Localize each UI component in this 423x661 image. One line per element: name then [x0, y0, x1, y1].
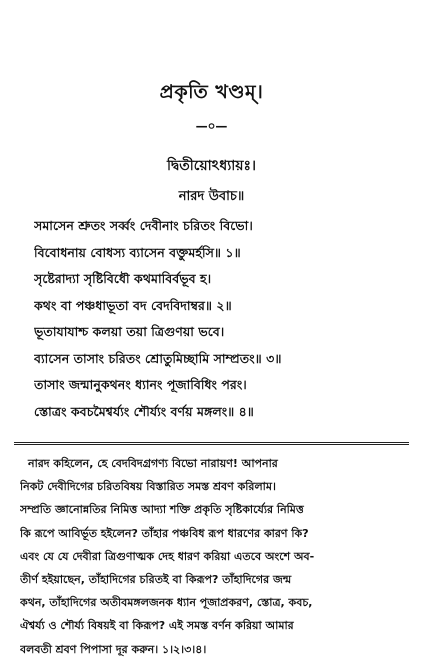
translation-line: তীর্ণ হইয়াছেন, তাঁহাদিগের চরিতই বা কিরূপ? তাঁহাদিগের জন্ম: [20, 572, 292, 586]
divider-rule: [14, 442, 409, 443]
bengali-translation: [20, 452, 412, 661]
divider-rule: [14, 444, 409, 445]
verse-line: তাসাং জন্মানুকথনং ধ্যানং পূজাবিধিং পরং।: [34, 377, 247, 392]
translation-line: ঐশ্বর্য্য ও শৌর্য্য বিষয়ই বা কিরূপ? এই সমস্ত বর্ণন করিয়া আমার: [20, 619, 294, 633]
translation-line: কি রূপে আবির্ভূত হইলেন? তাঁহার পঞ্চবিধ রূপ ধারণের কারণ কি?: [20, 526, 309, 540]
verse-line: স্তোত্রং কবচমৈশ্বর্য্যং শৌর্য্যং বর্ণয় মঙ্গলং॥ ৪॥: [34, 403, 254, 419]
translation-line: এবং যে যে দেবীরা ত্রিগুণাত্মক দেহ ধারণ করিয়া এতবে অংশে অব-: [20, 549, 315, 563]
verse-line: সৃষ্টেরাদ্যা সৃষ্টিবিধৌ কথমাবির্বভূব হ।: [34, 271, 212, 286]
sanskrit-verses: [34, 213, 404, 425]
title-separator: —০—: [195, 119, 228, 133]
translation-line: সম্প্রতি জ্ঞানোন্নতির নিমিত্ত আদ্যা শক্তি প্রকৃতি সৃষ্টিকার্য্যের নিমিত্ত: [20, 503, 304, 517]
verse-line: ব্যাসেন তাসাং চরিতং শ্রোতুমিচ্ছামি সাম্প্রতং॥ ৩॥: [34, 350, 282, 366]
chapter-heading: দ্বিতীয়োঽধ্যায়ঃ।: [166, 158, 257, 174]
verse-line: ভূতাযাযাশ্চ কলয়া তয়া ত্রিগুণয়া ভবে।: [34, 324, 225, 339]
verse-line: কথং বা পঞ্চধাভূতা বদ বেদবিদাম্বর॥ ২॥: [34, 297, 232, 313]
translation-line: নারদ কহিলেন, হে বেদবিদগ্রগণ্য বিভো নারায়ণ! আপনার: [28, 457, 278, 470]
translation-line: কথন, তাঁহাদিগের অতীবমঙ্গলজনক ধ্যান পূজাপ্রকরণ, স্তোত্র, কবচ,: [20, 596, 313, 610]
verse-line: সমাসেন শ্রুতং সর্ব্বং দেবীনাং চরিতং বিভো।: [34, 218, 253, 233]
verse-line: বিবোধনায় বোধস্য ব্যাসেন বক্তুমর্হসি॥ ১॥: [34, 244, 241, 260]
translation-line: নিকট দেবীদিগের চরিতবিষয় বিস্তারিত সমস্ত শ্রবণ করিলাম।: [20, 480, 276, 494]
translation-line: বলবতী শ্রবণ পিপাসা দূর করুন। ১।২।৩।৪।: [20, 642, 207, 656]
section-title: প্রকৃতি খণ্ডম্।: [159, 81, 264, 103]
speaker-heading: নারদ উবাচ॥: [178, 189, 245, 204]
